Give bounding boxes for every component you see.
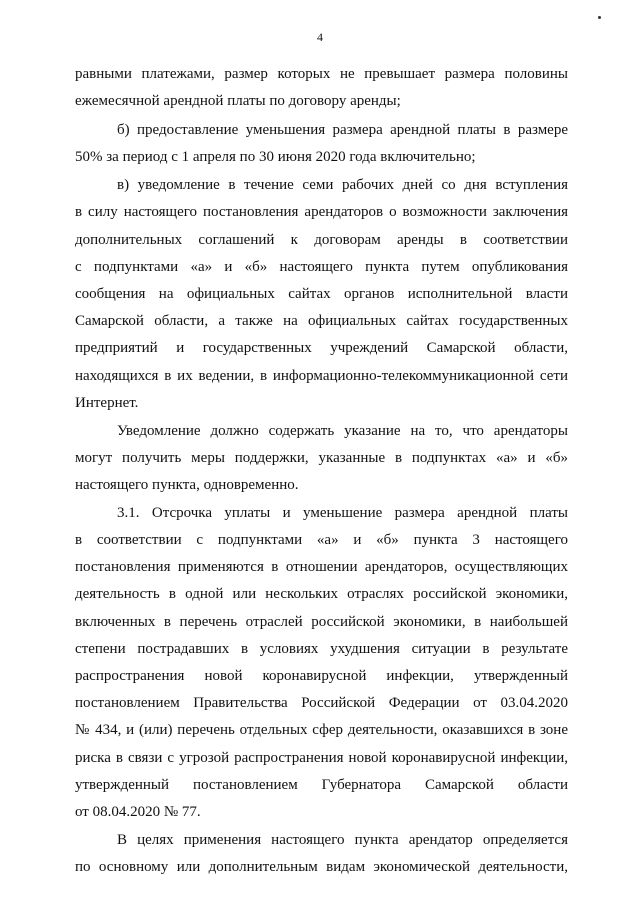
text-line: утвержденный постановлением Губернатора Самарской области bbox=[75, 777, 568, 793]
text-line: Самарской области, а также на официальных сайтах государственных bbox=[75, 313, 568, 329]
text-line: распространения новой коронавирусной инфекции, утвержденный bbox=[75, 668, 568, 684]
text-line: б) предоставление уменьшения размера арендной платы в размере bbox=[117, 122, 568, 138]
text-line: № 434, и (или) перечень отдельных сфер деятельности, оказавшихся в зоне bbox=[75, 722, 568, 738]
text-line: 3.1. Отсрочка уплаты и уменьшение размера арендной платы bbox=[117, 505, 568, 521]
scan-speck bbox=[598, 16, 601, 19]
text-line: сообщения на официальных сайтах органов исполнительной власти bbox=[75, 286, 568, 302]
text-line: Уведомление должно содержать указание на то, что арендаторы bbox=[117, 423, 568, 439]
text-line: по основному или дополнительным видам экономической деятельности, bbox=[75, 859, 568, 875]
text-line: в соответствии с подпунктами «а» и «б» пункта 3 настоящего bbox=[75, 532, 568, 548]
text-line: находящихся в их ведении, в информационно-телекоммуникационной сети bbox=[75, 368, 568, 384]
text-line: риска в связи с угрозой распространения новой коронавирусной инфекции, bbox=[75, 750, 568, 766]
text-line: включенных в перечень отраслей российской экономики, в наибольшей bbox=[75, 614, 568, 630]
text-line: Интернет. bbox=[75, 395, 139, 411]
text-line: В целях применения настоящего пункта арендатор определяется bbox=[117, 832, 568, 848]
text-line: 50% за период с 1 апреля по 30 июня 2020 года включительно; bbox=[75, 149, 476, 165]
text-line: от 08.04.2020 № 77. bbox=[75, 804, 201, 820]
text-line: деятельность в одной или нескольких отраслях российской экономики, bbox=[75, 586, 568, 602]
text-line: могут получить меры поддержки, указанные в подпунктах «а» и «б» bbox=[75, 450, 568, 466]
page-number: 4 bbox=[317, 30, 323, 44]
text-line: в) уведомление в течение семи рабочих дней со дня вступления bbox=[117, 177, 568, 193]
text-line: в силу настоящего постановления арендаторов о возможности заключения bbox=[75, 204, 568, 220]
text-line: настоящего пункта, одновременно. bbox=[75, 477, 299, 493]
text-line: ежемесячной арендной платы по договору аренды; bbox=[75, 93, 401, 109]
text-line: степени пострадавших в условиях ухудшения ситуации в результате bbox=[75, 641, 568, 657]
text-line: с подпунктами «а» и «б» настоящего пункта путем опубликования bbox=[75, 259, 568, 275]
text-line: постановления применяются в отношении арендаторов, осуществляющих bbox=[75, 559, 568, 575]
text-line: предприятий и государственных учреждений Самарской области, bbox=[75, 340, 568, 356]
text-line: постановлением Правительства Российской Федерации от 03.04.2020 bbox=[75, 695, 568, 711]
text-line: дополнительных соглашений к договорам аренды в соответствии bbox=[75, 232, 568, 248]
text-line: равными платежами, размер которых не превышает размера половины bbox=[75, 66, 568, 82]
